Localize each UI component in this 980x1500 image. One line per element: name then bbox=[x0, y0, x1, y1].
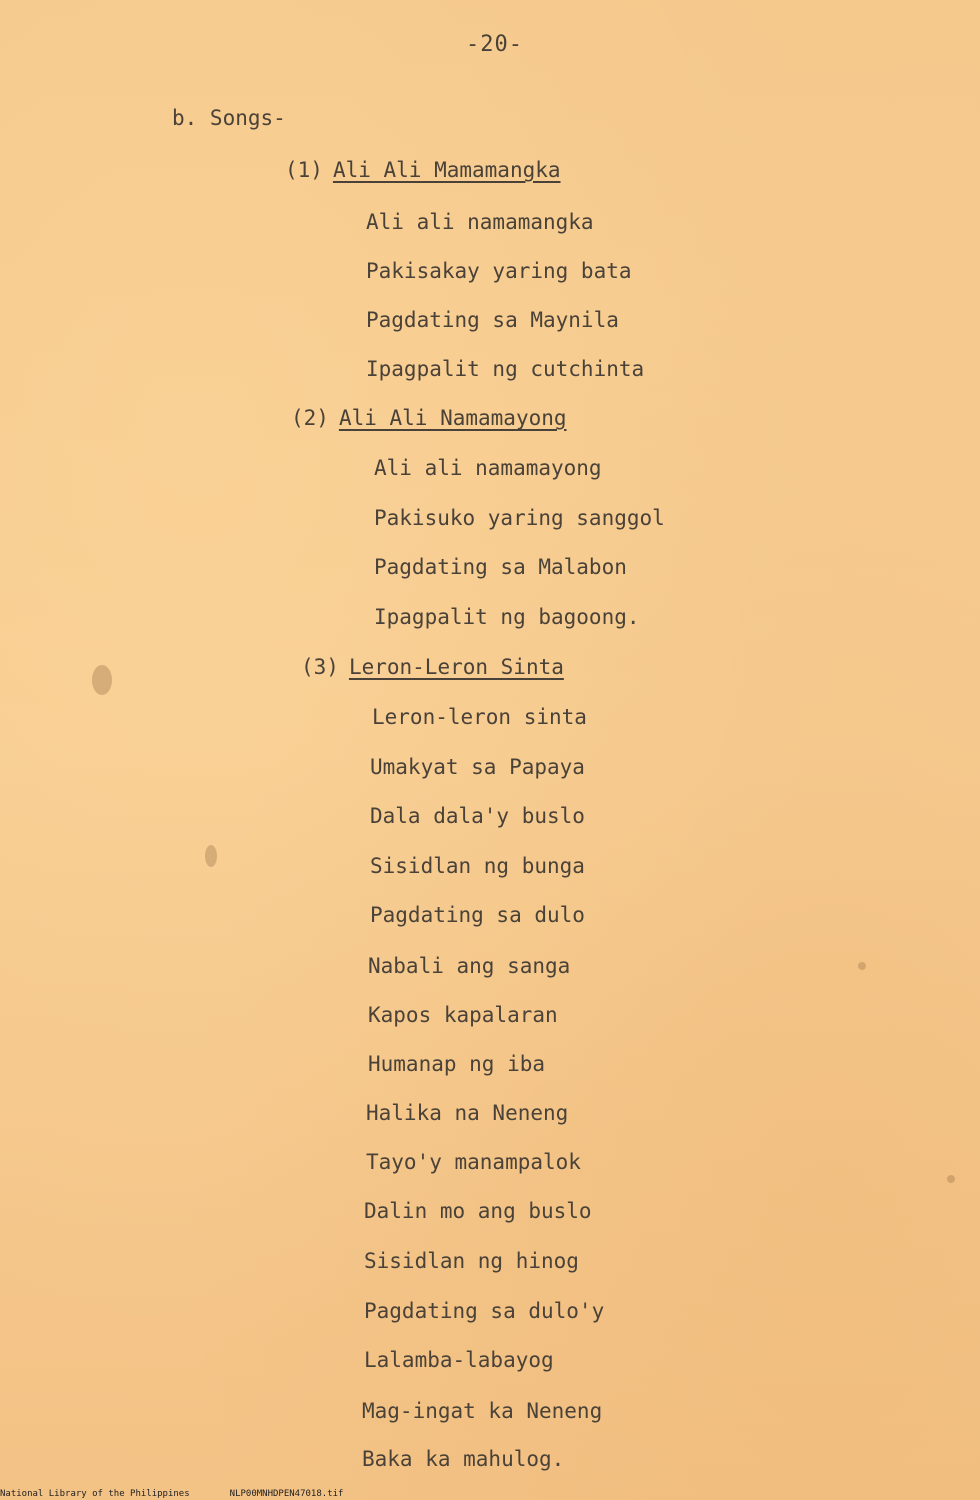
lyric-line: Leron-leron sinta bbox=[372, 705, 587, 729]
lyric-line: Ipagpalit ng cutchinta bbox=[366, 357, 645, 381]
song-title bbox=[285, 158, 561, 182]
lyric-line: Pakisakay yaring bata bbox=[366, 259, 632, 283]
lyric-line: Mag-ingat ka Neneng bbox=[362, 1399, 603, 1423]
lyric-line: Dalin mo ang buslo bbox=[364, 1199, 592, 1223]
song-title bbox=[291, 406, 567, 430]
section-heading: b. Songs- bbox=[172, 106, 286, 130]
lyric-line: Halika na Neneng bbox=[366, 1101, 569, 1125]
paper-stain bbox=[947, 1175, 955, 1183]
page-number: -20- bbox=[466, 32, 523, 57]
footer-institution: National Library of the Philippines bbox=[0, 1489, 190, 1499]
footer-filename: NLP00MNHDPEN47018.tif bbox=[229, 1489, 344, 1499]
song-number: (2) bbox=[291, 406, 329, 430]
scan-footer bbox=[0, 1489, 343, 1499]
lyric-line: Dala dala'y buslo bbox=[370, 804, 585, 828]
lyric-line: Pagdating sa Maynila bbox=[366, 308, 619, 332]
lyric-line: Sisidlan ng bunga bbox=[370, 854, 585, 878]
song-number: (3) bbox=[301, 655, 339, 679]
lyric-line: Kapos kapalaran bbox=[368, 1003, 558, 1027]
song-name: Ali Ali Mamamangka bbox=[332, 158, 561, 182]
lyric-line: Pagdating sa Malabon bbox=[374, 555, 627, 579]
song-name: Leron-Leron Sinta bbox=[348, 655, 564, 679]
lyric-line: Baka ka mahulog. bbox=[362, 1447, 565, 1471]
lyric-line: Ipagpalit ng bagoong. bbox=[374, 605, 640, 629]
paper-stain bbox=[205, 845, 217, 867]
song-title bbox=[301, 655, 564, 679]
song-number: (1) bbox=[285, 158, 323, 182]
paper-stain bbox=[92, 665, 112, 695]
lyric-line: Pagdating sa dulo'y bbox=[364, 1299, 605, 1323]
lyric-line: Tayo'y manampalok bbox=[366, 1150, 581, 1174]
lyric-line: Pakisuko yaring sanggol bbox=[374, 506, 665, 530]
lyric-line: Ali ali namamayong bbox=[374, 456, 602, 480]
lyric-line: Ali ali namamangka bbox=[366, 210, 594, 234]
lyric-line: Pagdating sa dulo bbox=[370, 903, 585, 927]
lyric-line: Humanap ng iba bbox=[368, 1052, 546, 1076]
lyric-line: Umakyat sa Papaya bbox=[370, 755, 585, 779]
paper-stain bbox=[858, 962, 866, 970]
lyric-line: Lalamba-labayog bbox=[364, 1348, 554, 1372]
lyric-line: Sisidlan ng hinog bbox=[364, 1249, 579, 1273]
lyric-line: Nabali ang sanga bbox=[368, 954, 571, 978]
song-name: Ali Ali Namamayong bbox=[338, 406, 567, 430]
